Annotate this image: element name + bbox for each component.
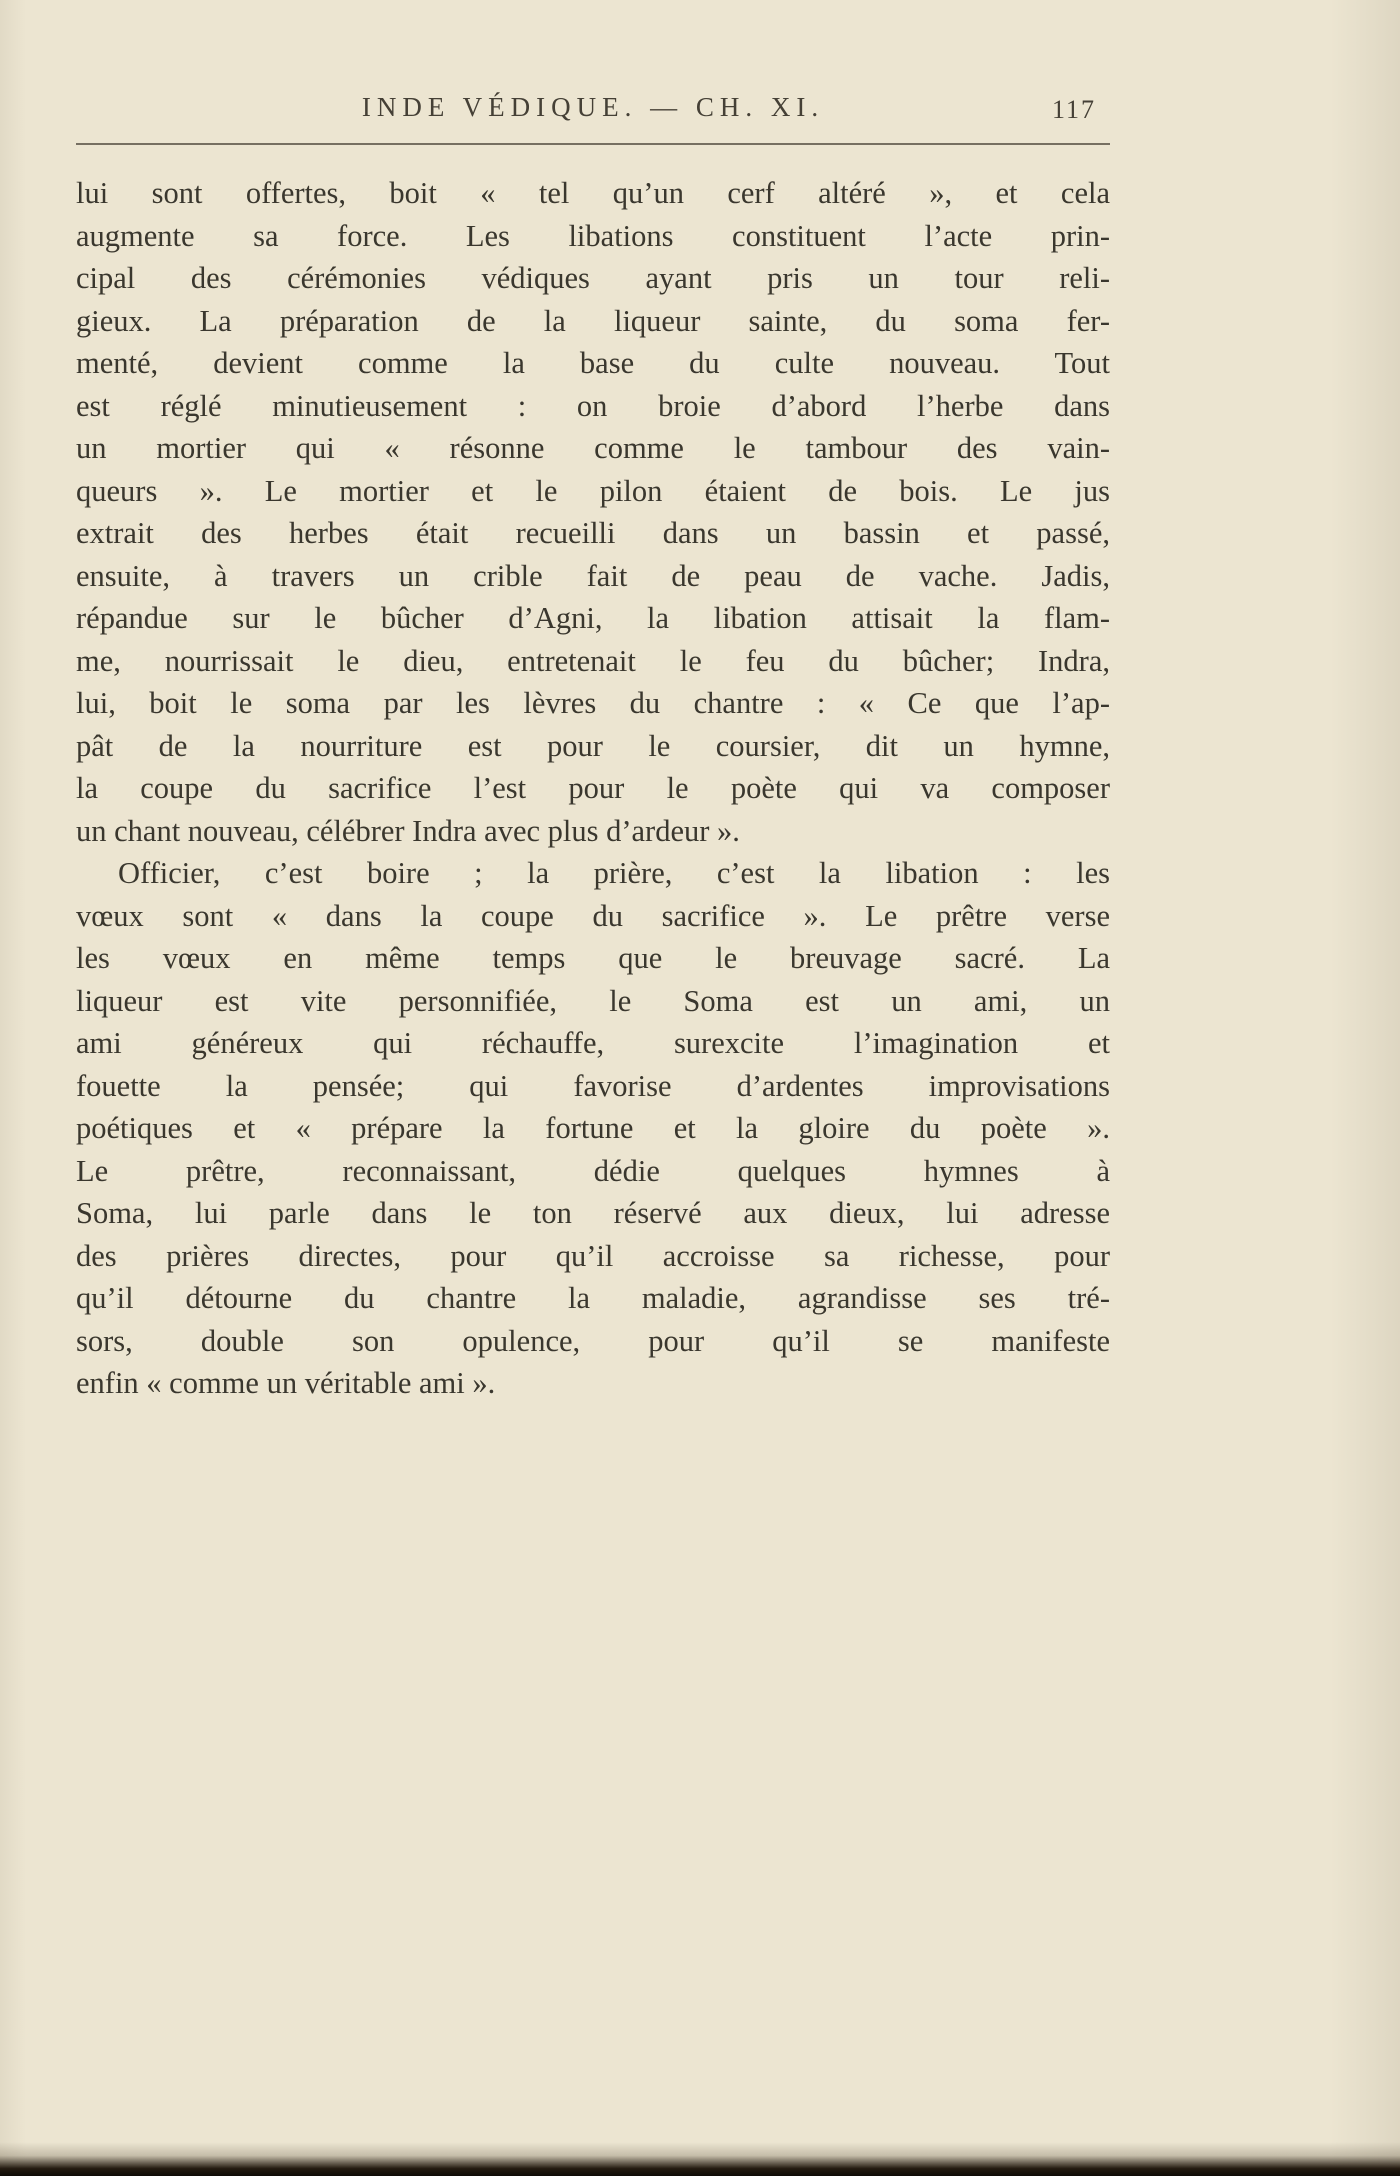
text-line: liqueur est vite personnifiée, le Soma est un ami, un [76, 983, 1110, 1018]
text-line: ensuite, à travers un crible fait de peau de vache. Jadis, [76, 558, 1110, 593]
text-line: fouette la pensée; qui favorise d’ardentes improvisations [76, 1068, 1110, 1103]
text-line: gieux. La préparation de la liqueur sainte, du soma fer- [76, 303, 1110, 338]
text-line: extrait des herbes était recueilli dans un bassin et passé, [76, 516, 1110, 550]
bottom-scan-edge [0, 2142, 1400, 2176]
text-line: lui, boit le soma par les lèvres du chantre : « Ce que l’ap- [76, 686, 1110, 720]
text-line: la coupe du sacrifice l’est pour le poète qui va composer [76, 771, 1110, 805]
text-line: vœux sont « dans la coupe du sacrifice ». Le prêtre verse [76, 898, 1110, 933]
text-line: enfin « comme un véritable ami ». [76, 1366, 496, 1400]
text-line: poétiques et « prépare la fortune et la gloire du poète ». [76, 1111, 1110, 1145]
text-line: me, nourrissait le dieu, entretenait le feu du bûcher; Indra, [76, 643, 1110, 678]
text-line: les vœux en même temps que le breuvage sacré. La [76, 941, 1110, 975]
text-line: qu’il détourne du chantre la maladie, agrandisse ses tré- [76, 1281, 1110, 1315]
text-line: un chant nouveau, célébrer Indra avec plus d’ardeur ». [76, 813, 740, 848]
text-line: cipal des cérémonies védiques ayant pris un tour reli- [76, 261, 1110, 295]
header-rule [76, 143, 1110, 145]
text-line: menté, devient comme la base du culte nouveau. Tout [76, 346, 1110, 380]
text-line: queurs ». Le mortier et le pilon étaient de bois. Le jus [76, 473, 1110, 508]
text-line: augmente sa force. Les libations constituent l’acte prin- [76, 218, 1110, 253]
paragraph [76, 852, 1110, 1405]
text-line: est réglé minutieusement : on broie d’abord l’herbe dans [76, 388, 1110, 423]
text-line: Officier, c’est boire ; la prière, c’est la libation : les [118, 856, 1110, 890]
running-header-title: INDE VÉDIQUE. — CH. XI. [361, 92, 825, 122]
text-line: des prières directes, pour qu’il accroisse sa richesse, pour [76, 1238, 1110, 1273]
running-header [76, 92, 1110, 128]
body-text [76, 172, 1110, 1405]
paragraph [76, 172, 1110, 852]
text-line: lui sont offertes, boit « tel qu’un cerf altéré », et cela [76, 176, 1110, 210]
text-line: un mortier qui « résonne comme le tambour des vain- [76, 431, 1110, 465]
text-line: Le prêtre, reconnaissant, dédie quelques hymnes à [76, 1153, 1110, 1188]
page-content [76, 92, 1110, 1405]
text-line: Soma, lui parle dans le ton réservé aux dieux, lui adresse [76, 1196, 1110, 1230]
right-page-edge-shading [1330, 0, 1400, 2176]
text-line: sors, double son opulence, pour qu’il se manifeste [76, 1323, 1110, 1358]
text-line: pât de la nourriture est pour le coursier, dit un hymne, [76, 728, 1110, 763]
text-line: répandue sur le bûcher d’Agni, la libation attisait la flam- [76, 601, 1110, 635]
text-line: ami généreux qui réchauffe, surexcite l’imagination et [76, 1026, 1110, 1060]
page-number: 117 [1051, 95, 1096, 124]
left-page-edge-shading [0, 0, 26, 2176]
